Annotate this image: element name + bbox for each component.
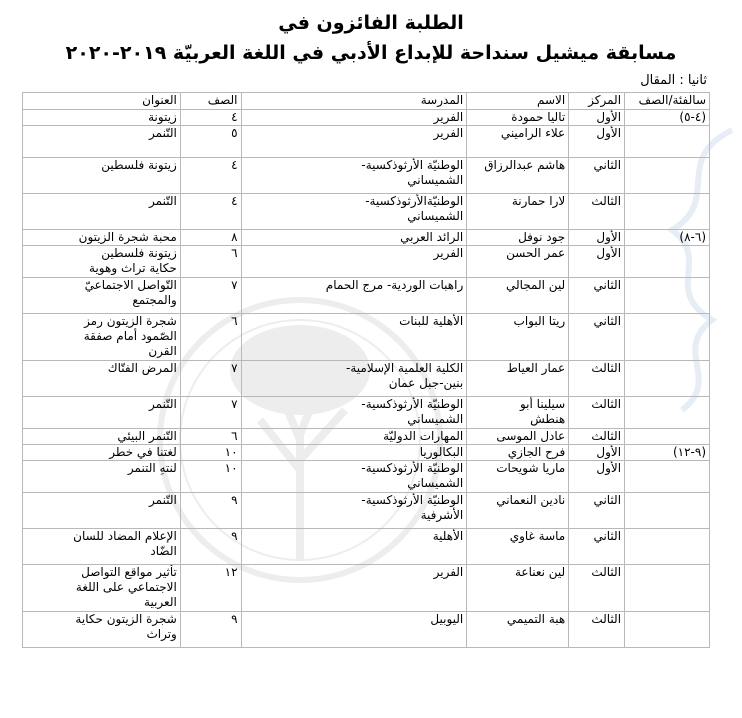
column-header-grade: الصف <box>180 93 241 110</box>
school-cell: الوطنيّة الأرثوذكسية- الشميساني <box>241 158 467 194</box>
section-heading: ثانيا : المقال <box>640 73 707 88</box>
table-row <box>23 194 710 230</box>
rank-cell: الأول <box>569 445 625 461</box>
category-cell <box>625 314 710 361</box>
name-cell: عمار العياط <box>467 361 569 397</box>
school-cell: الرائد العربي <box>241 230 467 246</box>
category-cell <box>625 194 710 230</box>
table-row <box>23 529 710 565</box>
title-cell: التّنمر <box>23 493 181 529</box>
grade-cell: ٨ <box>180 230 241 246</box>
name-cell: ماسة غاوي <box>467 529 569 565</box>
table-row <box>23 126 710 158</box>
school-cell: الوطنيّة الأرثوذكسية- الأشرفية <box>241 493 467 529</box>
title-cell: التّنمر <box>23 397 181 429</box>
table-row <box>23 397 710 429</box>
name-cell: عادل الموسى <box>467 429 569 445</box>
name-cell: هاشم عبدالرزاق <box>467 158 569 194</box>
table-row <box>23 158 710 194</box>
category-cell <box>625 126 710 158</box>
name-cell: علاء الراميني <box>467 126 569 158</box>
name-cell: عمر الحسن <box>467 246 569 278</box>
title-cell: شجرة الزيتون رمز الصّمود أمام صفقة القرن <box>23 314 181 361</box>
school-cell: اليوبيل <box>241 612 467 648</box>
school-cell: الوطنيّة الأرثوذكسية- الشميساني <box>241 461 467 493</box>
table-row <box>23 461 710 493</box>
table-row <box>23 493 710 529</box>
category-cell <box>625 397 710 429</box>
name-cell: ريتا البواب <box>467 314 569 361</box>
grade-cell: ٩ <box>180 612 241 648</box>
category-cell: (٦-٨) <box>625 230 710 246</box>
name-cell: هبة التميمي <box>467 612 569 648</box>
grade-cell: ٧ <box>180 278 241 314</box>
page-title: الطلبة الفائزون في <box>278 12 464 34</box>
category-cell <box>625 429 710 445</box>
column-header-rank: المركز <box>569 93 625 110</box>
title-cell: زيتونة <box>23 110 181 126</box>
rank-cell: الثالث <box>569 361 625 397</box>
rank-cell: الأول <box>569 230 625 246</box>
category-cell <box>625 246 710 278</box>
grade-cell: ٩ <box>180 493 241 529</box>
title-cell: زيتونة فلسطين حكاية تراث وهوية <box>23 246 181 278</box>
school-cell: الكلية العلمية الإسلامية- بنين-جبل عمان <box>241 361 467 397</box>
rank-cell: الثالث <box>569 397 625 429</box>
title-cell: لنتهِ التنمر <box>23 461 181 493</box>
table-row <box>23 565 710 612</box>
school-cell: البكالوريا <box>241 445 467 461</box>
column-header-category: سالفئة/الصف <box>625 93 710 110</box>
grade-cell: ٤ <box>180 194 241 230</box>
page-subtitle: مسابقة ميشيل سنداحة للإبداع الأدبي في اللغة العربيّة ٢٠١٩-٢٠٢٠ <box>65 42 677 64</box>
category-cell <box>625 529 710 565</box>
school-cell: الأهلية <box>241 529 467 565</box>
school-cell: راهبات الوردية- مرج الحمام <box>241 278 467 314</box>
title-cell: المرض الفتّاك <box>23 361 181 397</box>
category-cell <box>625 158 710 194</box>
title-cell: شجرة الزيتون حكاية وتراث <box>23 612 181 648</box>
table-row <box>23 445 710 461</box>
grade-cell: ٧ <box>180 397 241 429</box>
name-cell: ماريا شويحات <box>467 461 569 493</box>
category-cell <box>625 278 710 314</box>
grade-cell: ٥ <box>180 126 241 158</box>
grade-cell: ٦ <box>180 246 241 278</box>
column-header-school: المدرسة <box>241 93 467 110</box>
table-row <box>23 230 710 246</box>
category-cell <box>625 565 710 612</box>
table-row <box>23 110 710 126</box>
table-row <box>23 429 710 445</box>
rank-cell: الأول <box>569 126 625 158</box>
table-header-row <box>23 93 710 110</box>
title-cell: التّواصل الاجتماعيّ والمجتمع <box>23 278 181 314</box>
column-header-title: العنوان <box>23 93 181 110</box>
name-cell: نادين النعماني <box>467 493 569 529</box>
category-cell: (٤-٥) <box>625 110 710 126</box>
title-cell: التّنمر البيئي <box>23 429 181 445</box>
rank-cell: الثاني <box>569 278 625 314</box>
rank-cell: الأول <box>569 110 625 126</box>
rank-cell: الثاني <box>569 314 625 361</box>
school-cell: الفرير <box>241 110 467 126</box>
grade-cell: ٩ <box>180 529 241 565</box>
category-cell: (٩-١٢) <box>625 445 710 461</box>
school-cell: الفرير <box>241 246 467 278</box>
name-cell: فرح الجازي <box>467 445 569 461</box>
title-cell: تأثير مواقع التواصل الاجتماعي على اللغة العربية <box>23 565 181 612</box>
grade-cell: ٦ <box>180 429 241 445</box>
school-cell: الأهلية للبنات <box>241 314 467 361</box>
grade-cell: ١٢ <box>180 565 241 612</box>
rank-cell: الثالث <box>569 194 625 230</box>
grade-cell: ٦ <box>180 314 241 361</box>
grade-cell: ١٠ <box>180 461 241 493</box>
name-cell: سيلينا أبو هنطش <box>467 397 569 429</box>
name-cell: لين المجالي <box>467 278 569 314</box>
table-row <box>23 314 710 361</box>
rank-cell: الثالث <box>569 429 625 445</box>
grade-cell: ٤ <box>180 110 241 126</box>
winners-table <box>22 92 710 648</box>
title-cell: التّنمر <box>23 194 181 230</box>
title-cell: الإعلام المضاد للسان الضّاد <box>23 529 181 565</box>
school-cell: المهارات الدوليّة <box>241 429 467 445</box>
category-cell <box>625 361 710 397</box>
school-cell: الوطنيّةالأرثوذكسية- الشميساني <box>241 194 467 230</box>
title-cell: التّنمر <box>23 126 181 158</box>
table-row <box>23 246 710 278</box>
name-cell: تاليا حمودة <box>467 110 569 126</box>
title-cell: لغتنا في خطر <box>23 445 181 461</box>
rank-cell: الثاني <box>569 529 625 565</box>
category-cell <box>625 461 710 493</box>
grade-cell: ٤ <box>180 158 241 194</box>
category-cell <box>625 612 710 648</box>
school-cell: الوطنيّة الأرثوذكسية- الشميساني <box>241 397 467 429</box>
column-header-name: الاسم <box>467 93 569 110</box>
rank-cell: الثاني <box>569 158 625 194</box>
title-cell: زيتونة فلسطين <box>23 158 181 194</box>
rank-cell: الأول <box>569 246 625 278</box>
rank-cell: الثالث <box>569 612 625 648</box>
table-row <box>23 612 710 648</box>
category-cell <box>625 493 710 529</box>
table-row <box>23 278 710 314</box>
school-cell: الفرير <box>241 126 467 158</box>
name-cell: جود نوفل <box>467 230 569 246</box>
rank-cell: الأول <box>569 461 625 493</box>
rank-cell: الثاني <box>569 493 625 529</box>
grade-cell: ٧ <box>180 361 241 397</box>
table-row <box>23 361 710 397</box>
name-cell: لين نعناعة <box>467 565 569 612</box>
name-cell: لارا حمارنة <box>467 194 569 230</box>
rank-cell: الثالث <box>569 565 625 612</box>
school-cell: الفرير <box>241 565 467 612</box>
grade-cell: ١٠ <box>180 445 241 461</box>
title-cell: محبة شجرة الزيتون <box>23 230 181 246</box>
